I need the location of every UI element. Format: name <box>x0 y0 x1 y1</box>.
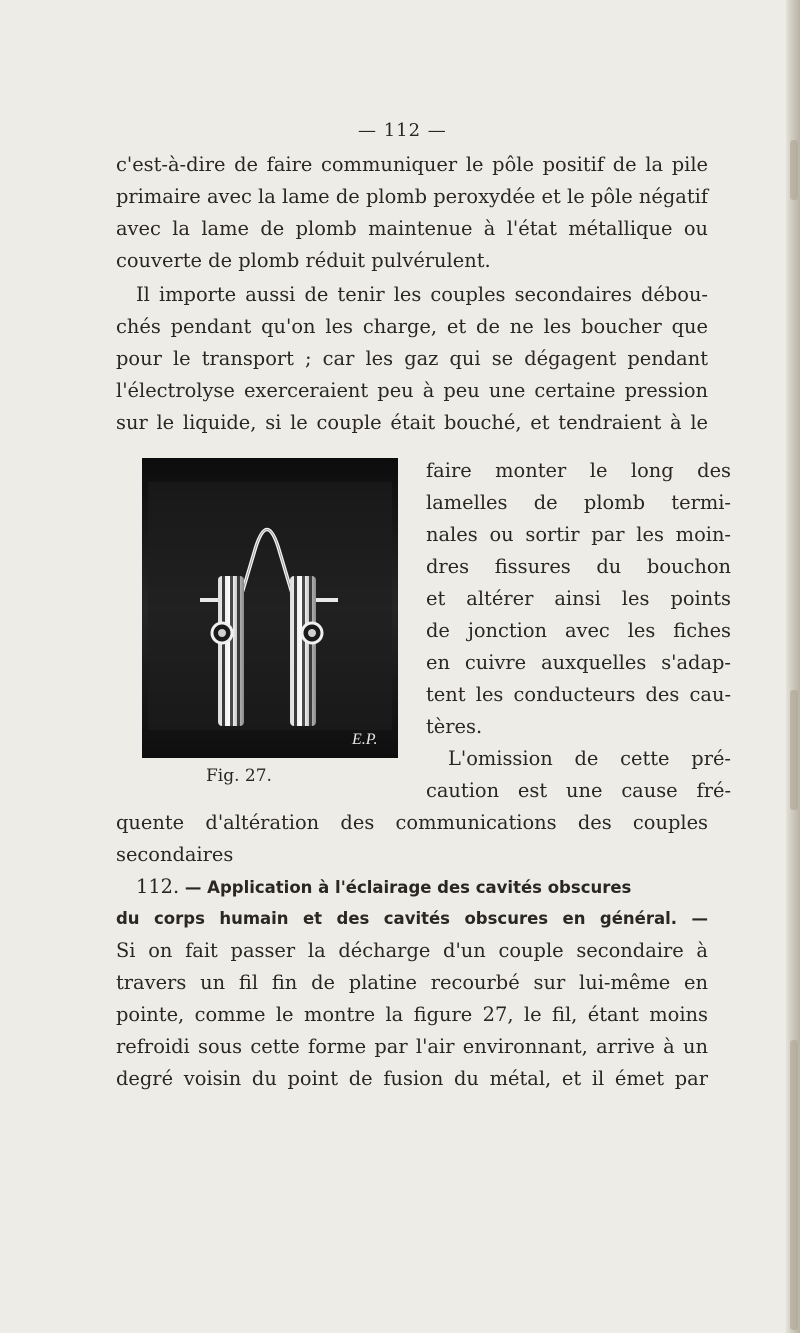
engraver-signature: E.P. <box>352 731 378 748</box>
text-line: quente d'altération des communications des couples <box>116 811 708 834</box>
text-line: tères. <box>426 715 483 738</box>
text-line: lamelles de plomb termi- <box>426 491 731 514</box>
page-edge <box>786 0 800 1333</box>
text-line: tent les conducteurs des cau- <box>426 683 731 706</box>
section-heading <box>136 872 708 903</box>
text-line: pour le transport ; car les gaz qui se dégagent pendant <box>116 347 708 370</box>
section-heading-text: — Application à l'éclairage des cavités obscures <box>179 878 632 897</box>
page-number: — 112 — <box>358 120 447 141</box>
text-line: refroidi sous cette forme par l'air environnant, arrive à un <box>116 1035 708 1058</box>
text-line: primaire avec la lame de plomb peroxydée et le pôle négatif <box>116 185 708 208</box>
text-line: sur le liquide, si le couple était bouché, et tendraient à le <box>116 411 708 434</box>
text-line: dres fissures du bouchon <box>426 555 731 578</box>
text-line: avec la lame de plomb maintenue à l'état métallique ou <box>116 217 708 240</box>
text-line: de jonction avec les fiches <box>426 619 731 642</box>
text-line: c'est-à-dire de faire communiquer le pôle positif de la pile <box>116 153 708 176</box>
text-line: nales ou sortir par les moin- <box>426 523 731 546</box>
text-line: pointe, comme le montre la figure 27, le fil, étant moins <box>116 1003 708 1026</box>
text-line: Si on fait passer la décharge d'un couple secondaire à <box>116 939 708 962</box>
figure-27-illustration <box>142 458 398 758</box>
text-line: faire monter le long des <box>426 459 731 482</box>
text-line: couverte de plomb réduit pulvérulent. <box>116 249 491 272</box>
text-line: et altérer ainsi les points <box>426 587 731 610</box>
text-line: Il importe aussi de tenir les couples secondaires débou- <box>136 283 708 306</box>
figure-caption: Fig. 27. <box>206 766 272 786</box>
text-line: L'omission de cette pré- <box>448 747 731 770</box>
edge-stain <box>790 690 798 810</box>
section-heading-line-2: du corps humain et des cavités obscures en général. — <box>116 909 708 928</box>
text-line: secondaires <box>116 843 234 866</box>
text-line: degré voisin du point de fusion du métal, et il émet par <box>116 1067 708 1090</box>
text-line: caution est une cause fré- <box>426 779 731 802</box>
text-line: l'électrolyse exerceraient peu à peu une certaine pression <box>116 379 708 402</box>
text-line: travers un fil fin de platine recourbé sur lui-même en <box>116 971 708 994</box>
section-number: 112. <box>136 875 180 898</box>
text-line: en cuivre auxquelles s'adap- <box>426 651 731 674</box>
edge-stain <box>790 140 798 200</box>
edge-stain <box>790 1040 798 1330</box>
text-line: chés pendant qu'on les charge, et de ne les boucher que <box>116 315 708 338</box>
